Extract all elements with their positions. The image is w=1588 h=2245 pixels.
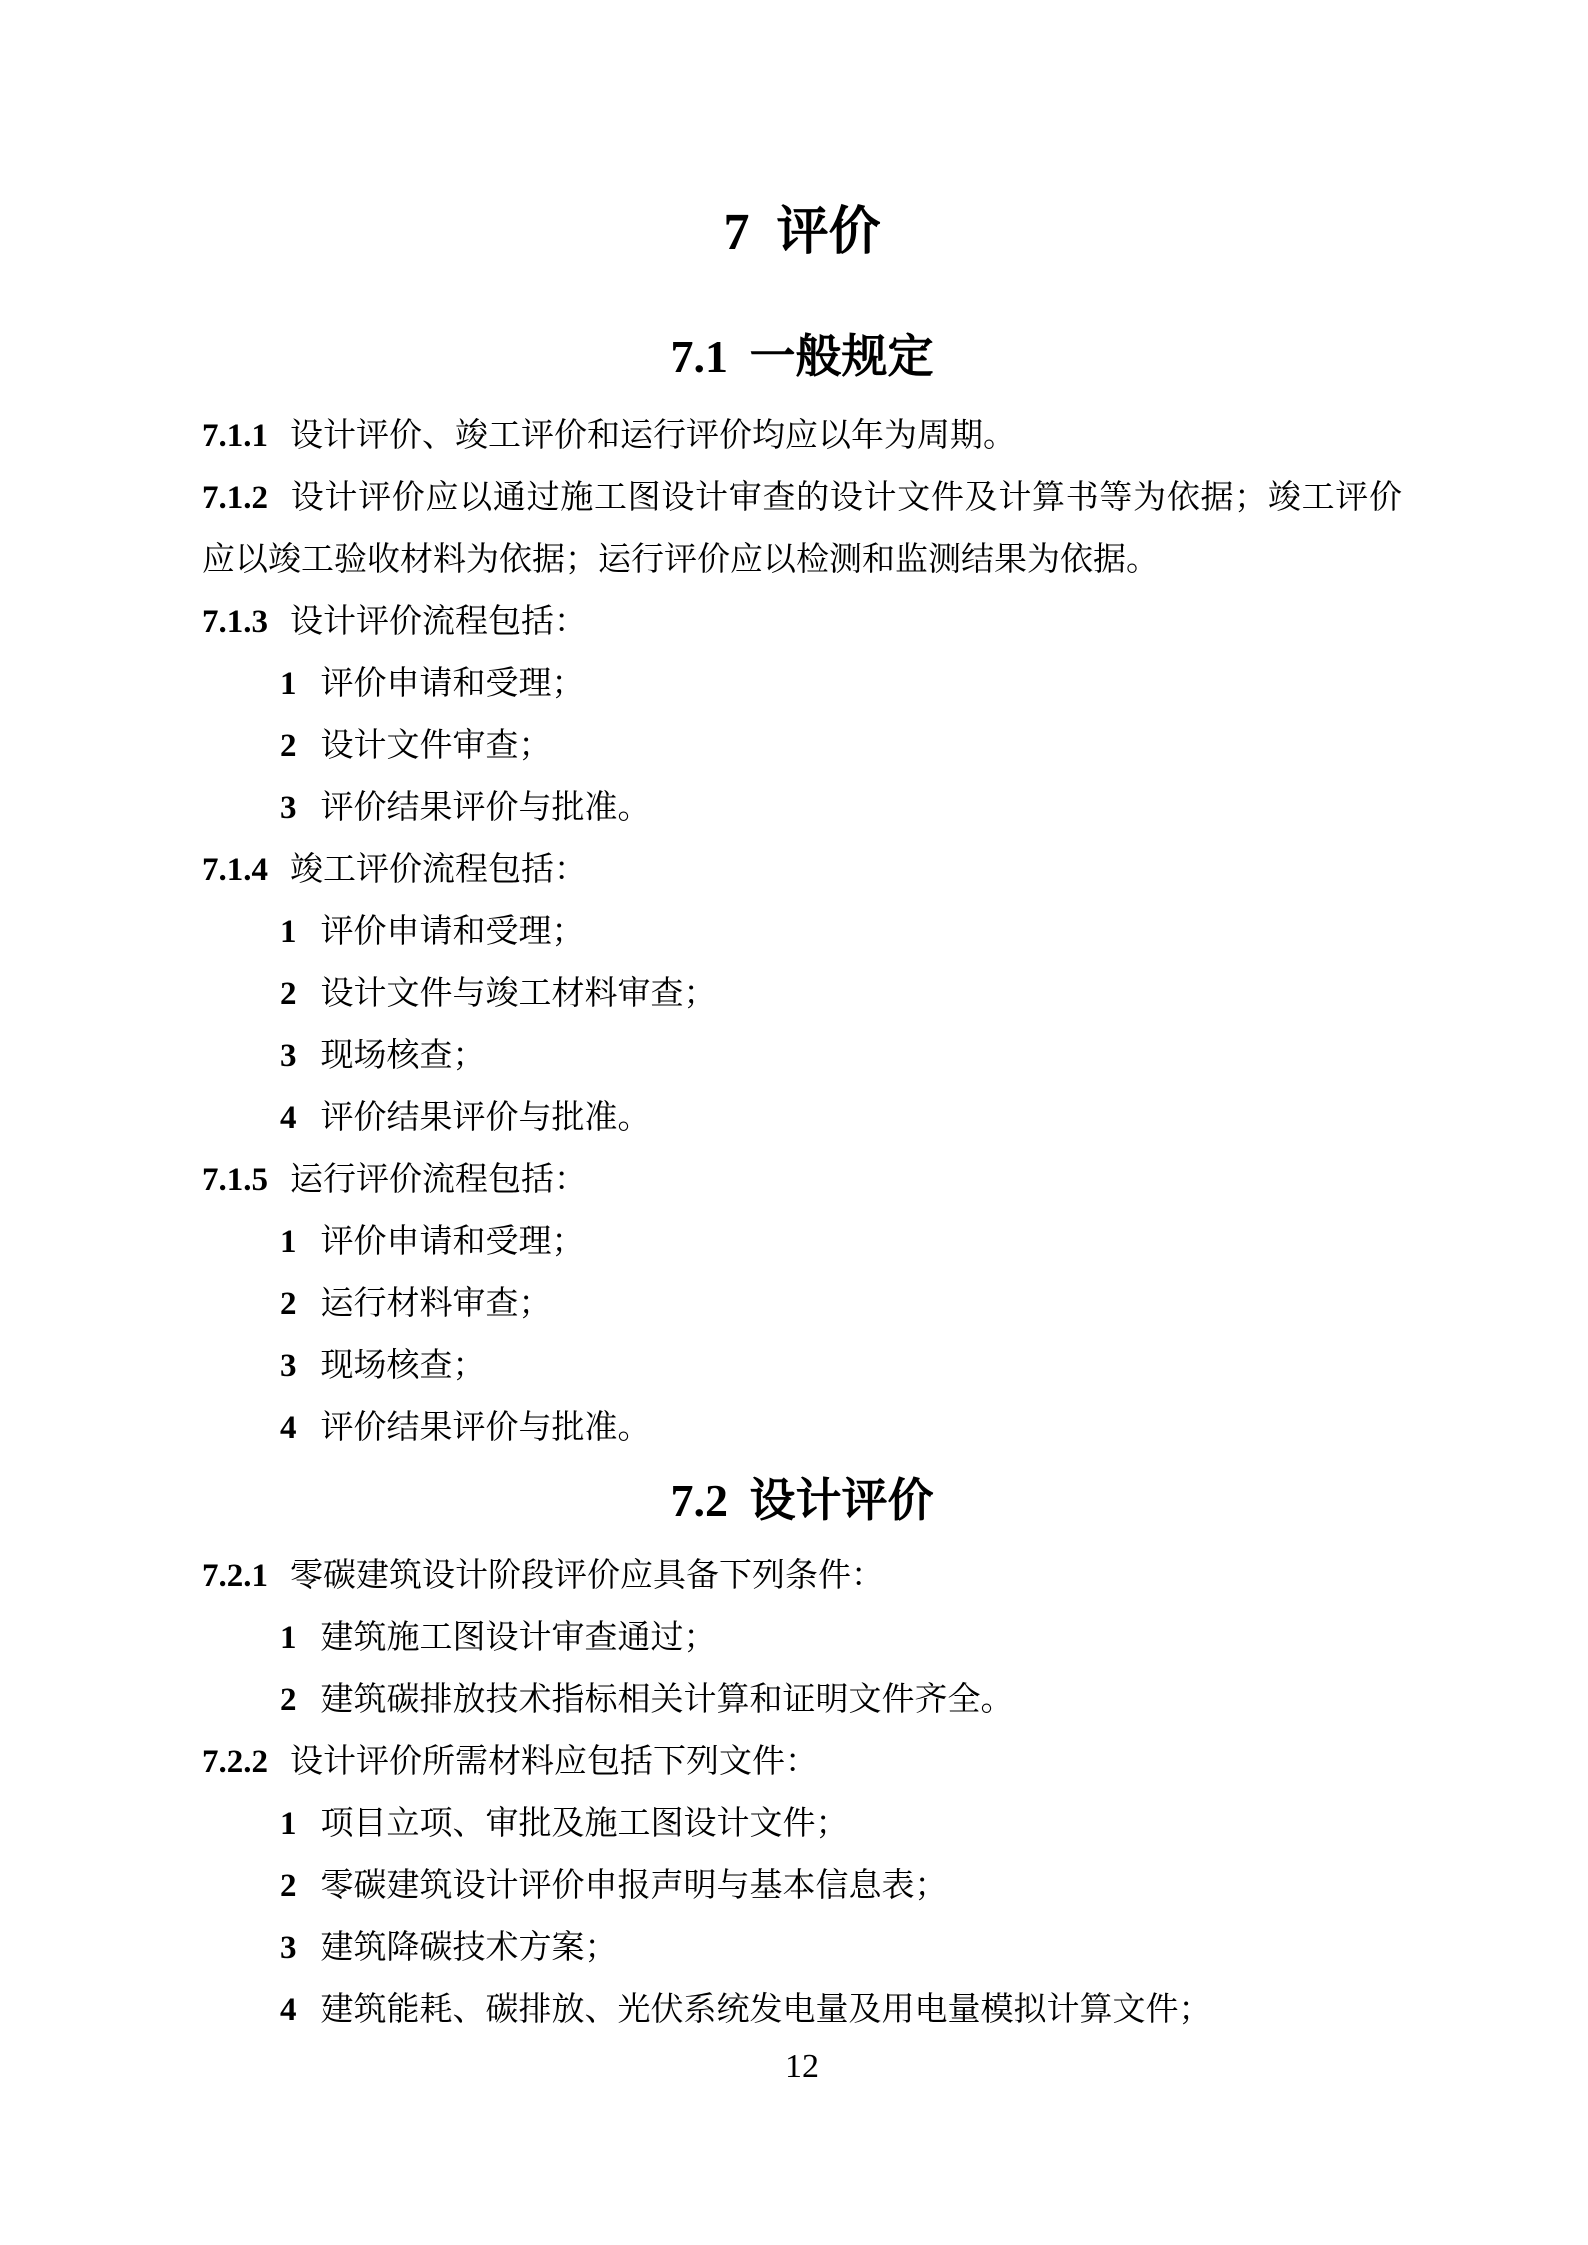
item-number: 2 <box>280 1286 297 1322</box>
item-number: 3 <box>280 1348 297 1384</box>
list-item <box>202 715 1402 777</box>
list-item <box>202 777 1402 839</box>
item-number: 3 <box>280 1930 297 1966</box>
clause-number: 7.2.2 <box>202 1744 268 1780</box>
item-text: 现场核查； <box>320 1038 486 1074</box>
item-number: 2 <box>280 728 297 764</box>
clause-7-2-2 <box>202 1731 1402 1793</box>
item-text: 零碳建筑设计评价申报声明与基本信息表； <box>320 1868 948 1904</box>
list-item <box>202 1669 1402 1731</box>
item-text: 建筑碳排放技术指标相关计算和证明文件齐全。 <box>320 1682 1014 1718</box>
item-number: 1 <box>280 1620 297 1656</box>
item-number: 2 <box>280 1868 297 1904</box>
list-item <box>202 1607 1402 1669</box>
item-text: 评价申请和受理； <box>320 914 585 950</box>
clause-number: 7.1.2 <box>202 480 268 516</box>
clause-text: 设计评价所需材料应包括下列文件： <box>290 1744 818 1780</box>
clause-7-2-1 <box>202 1545 1402 1607</box>
clause-number: 7.1.1 <box>202 418 268 454</box>
list-item <box>202 1211 1402 1273</box>
item-text: 项目立项、审批及施工图设计文件； <box>320 1806 849 1842</box>
item-text: 建筑降碳技术方案； <box>320 1930 618 1966</box>
clause-text: 设计评价、竣工评价和运行评价均应以年为周期。 <box>290 418 1016 454</box>
list-item <box>202 1087 1402 1149</box>
list-item <box>202 1979 1402 2041</box>
clause-7-1-2 <box>202 467 1402 591</box>
item-text: 设计文件审查； <box>320 728 552 764</box>
clause-7-1-1 <box>202 405 1402 467</box>
item-text: 评价结果评价与批准。 <box>320 1100 651 1136</box>
clause-7-1-3 <box>202 591 1402 653</box>
section-title-7-2: 7.2 设计评价 <box>670 1475 934 1526</box>
list-item <box>202 1397 1402 1459</box>
item-text: 建筑施工图设计审查通过； <box>320 1620 717 1656</box>
item-number: 3 <box>280 1038 297 1074</box>
page-number: 12 <box>785 2048 819 2085</box>
list-item <box>202 1793 1402 1855</box>
section-title-7-1: 7.1 一般规定 <box>670 331 934 382</box>
clause-text: 设计评价应以通过施工图设计审查的设计文件及计算书等为依据；竣工评价应以竣工验收材料为依据；运行评价应以检测和监测结果为依据。 <box>202 480 1402 578</box>
item-number: 2 <box>280 1682 297 1718</box>
list-item <box>202 901 1402 963</box>
item-number: 2 <box>280 976 297 1012</box>
clause-text: 设计评价流程包括： <box>290 604 587 640</box>
item-text: 运行材料审查； <box>320 1286 552 1322</box>
list-item <box>202 1025 1402 1087</box>
clause-number: 7.2.1 <box>202 1558 268 1594</box>
item-text: 设计文件与竣工材料审查； <box>320 976 717 1012</box>
item-number: 1 <box>280 666 297 702</box>
chapter-title: 7 评价 <box>723 204 881 261</box>
clause-number: 7.1.4 <box>202 852 268 888</box>
clause-7-1-4 <box>202 839 1402 901</box>
list-item <box>202 1855 1402 1917</box>
clause-text: 竣工评价流程包括： <box>290 852 587 888</box>
item-text: 评价结果评价与批准。 <box>320 790 651 826</box>
clause-text: 运行评价流程包括： <box>290 1162 587 1198</box>
item-text: 评价申请和受理； <box>320 1224 585 1260</box>
item-number: 4 <box>280 1410 297 1446</box>
item-number: 3 <box>280 790 297 826</box>
item-text: 评价申请和受理； <box>320 666 585 702</box>
item-text: 评价结果评价与批准。 <box>320 1410 651 1446</box>
clause-text: 零碳建筑设计阶段评价应具备下列条件： <box>290 1558 884 1594</box>
item-text: 建筑能耗、碳排放、光伏系统发电量及用电量模拟计算文件； <box>320 1992 1212 2028</box>
item-number: 1 <box>280 1224 297 1260</box>
list-item <box>202 1335 1402 1397</box>
item-number: 1 <box>280 914 297 950</box>
clause-number: 7.1.5 <box>202 1162 268 1198</box>
item-text: 现场核查； <box>320 1348 486 1384</box>
item-number: 4 <box>280 1100 297 1136</box>
list-item <box>202 963 1402 1025</box>
document-content <box>0 203 1588 2087</box>
clause-7-1-5 <box>202 1149 1402 1211</box>
list-item <box>202 653 1402 715</box>
item-number: 1 <box>280 1806 297 1842</box>
item-number: 4 <box>280 1992 297 2028</box>
list-item <box>202 1273 1402 1335</box>
clause-number: 7.1.3 <box>202 604 268 640</box>
list-item <box>202 1917 1402 1979</box>
